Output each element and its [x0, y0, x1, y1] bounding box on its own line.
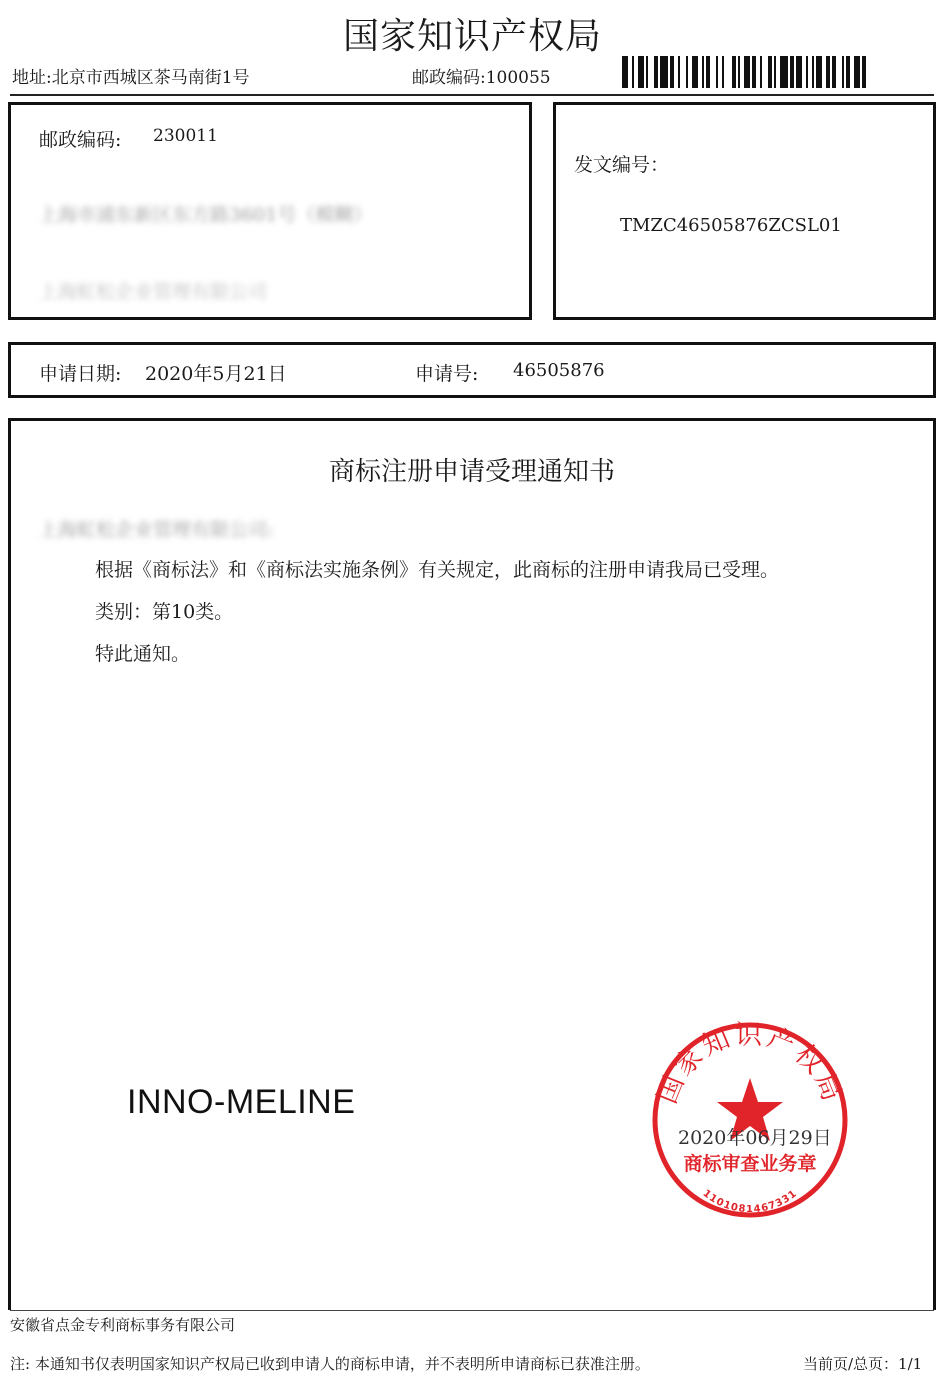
- page-indicator: 当前页/总页：1/1: [803, 1355, 923, 1373]
- barcode-bar: [866, 56, 868, 88]
- recipient-postcode-label: 邮政编码:: [39, 129, 122, 151]
- application-date-value: 2020年5月21日: [145, 363, 287, 385]
- seal-top-text: 国家知识产权局: [651, 1020, 849, 1109]
- barcode-bar: [724, 56, 732, 88]
- document-number-label: 发文编号：: [574, 154, 670, 176]
- header-divider: [10, 94, 934, 96]
- trademark-name: INNO-MELINE: [127, 1083, 356, 1121]
- document-number-box: [553, 102, 936, 320]
- office-address: 地址:北京市西城区茶马南街1号: [12, 68, 250, 88]
- notice-addressee: 上海虹松企业管理有限公司:: [39, 519, 274, 541]
- page-title: 国家知识产权局: [342, 16, 602, 57]
- notice-body-line-3: 特此通知。: [95, 643, 191, 665]
- footer-note: 注: 本通知书仅表明国家知识产权局已收到申请人的商标申请，并不表明所申请商标已获准注册。: [10, 1355, 650, 1373]
- application-date-label: 申请日期:: [39, 363, 122, 385]
- seal-bottom-text: 商标审查业务章: [683, 1153, 817, 1175]
- barcode-bar: [780, 56, 788, 88]
- document-number-value: TMZC46505876ZCSL01: [620, 215, 842, 236]
- application-info-box: [8, 342, 936, 398]
- recipient-address: 上海市浦东新区东方路3601号（模糊）: [39, 204, 373, 226]
- notice-title: 商标注册申请受理通知书: [328, 457, 615, 487]
- notice-body-line-2: 类别：第10类。: [95, 601, 234, 623]
- recipient-postcode-value: 230011: [153, 126, 218, 146]
- recipient-company: 上海虹松企业管理有限公司: [39, 281, 268, 303]
- barcode-bar: [660, 56, 668, 88]
- footer-divider: [10, 1310, 934, 1311]
- barcode: [622, 56, 930, 88]
- application-number-value: 46505876: [513, 360, 605, 381]
- application-number-label: 申请号:: [415, 363, 479, 385]
- recipient-box: [8, 102, 532, 320]
- seal-code: 1101081467331: [700, 1188, 800, 1216]
- agency-name: 安徽省点金专利商标事务有限公司: [10, 1316, 236, 1334]
- office-postcode: 邮政编码:100055: [412, 68, 551, 88]
- notice-body-line-1: 根据《商标法》和《商标法实施条例》有关规定，此商标的注册申请我局已受理。: [95, 559, 780, 581]
- notice-date: 2020年06月29日: [678, 1127, 832, 1149]
- official-seal: [650, 1020, 850, 1220]
